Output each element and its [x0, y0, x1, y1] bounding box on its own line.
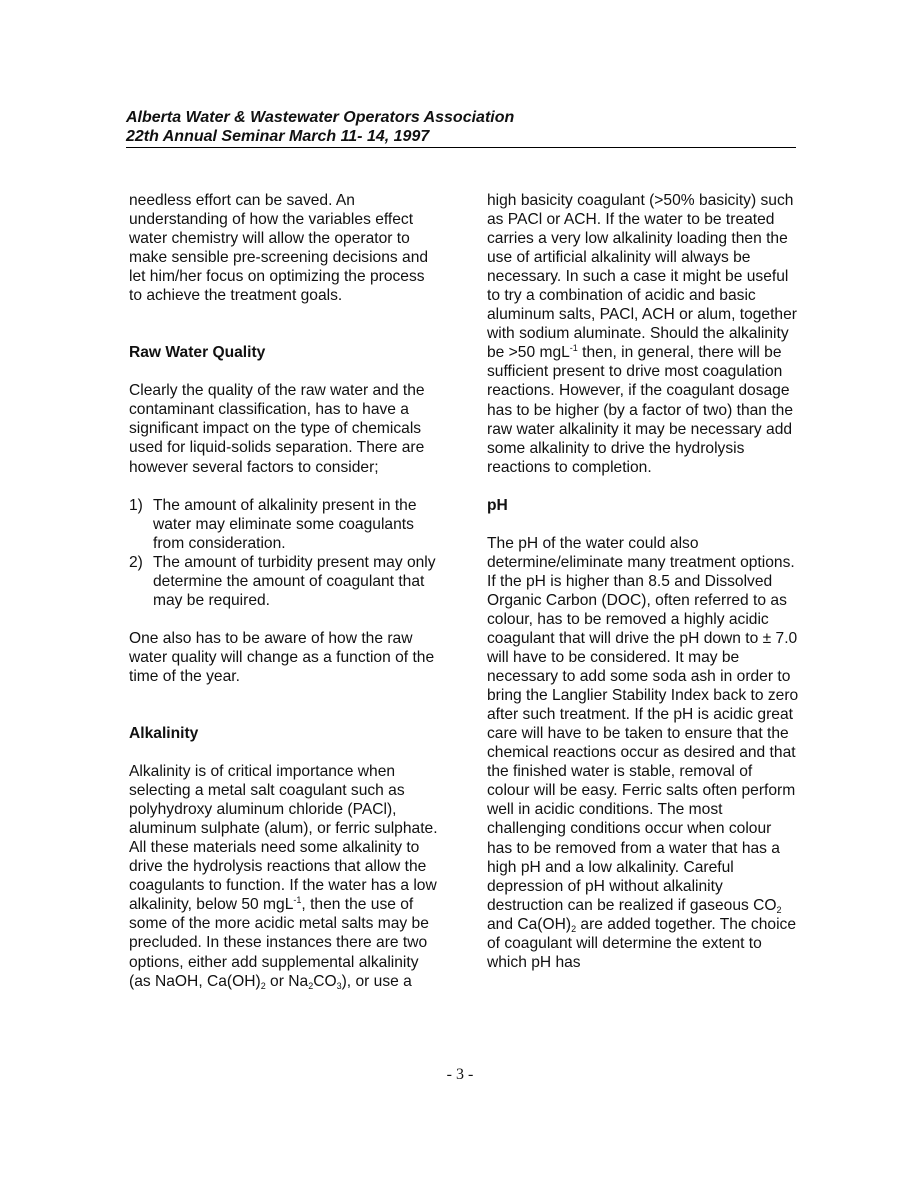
list-item-number: 1)	[129, 496, 143, 514]
list-item-text: The amount of alkalinity present in the water may eliminate some coagulants from consideration.	[153, 496, 417, 552]
ph-heading: pH	[487, 496, 508, 514]
alkalinity-continued-paragraph: high basicity coagulant (>50% basicity) such as PACl or ACH. If the water to be treated carries a very low alkalinity loading then the use of artificial alkalinity will always be necessary. In such a case it might be useful to try a combination of acidic and basic aluminum salts, PACl, ACH or alum, together with sodium aluminate. Should the alkalinity be >50 mgL$^{-1}$ then, in general, there will be sufficient present to drive most coagulation reactions. However, if the coagulant dosage has to be higher (by a factor of two) than the raw water alkalinity it may be necessary add some alkalinity to drive the hydrolysis reactions to completion.	[487, 192, 797, 476]
alkalinity-paragraph: Alkalinity is of critical importance when selecting a metal salt coagulant such as polyhydroxy aluminum chloride (PACl), aluminum sulphate (alum), or ferric sulphate. All these materials need some alkalinity to drive the hydrolysis reactions that allow the coagulants to function. If the water has a low alkalinity, below 50 mgL$^{-1}$, then the use of some of the more acidic metal salts may be precluded. In these instances there are two options, either add supplemental alkalinity (as NaOH, $Ca(OH)_2$ or $Na_2CO_3$), or use a	[129, 763, 438, 991]
page-header	[126, 108, 796, 146]
ph-paragraph: The pH of the water could also determine/eliminate many treatment options. If the pH is higher than 8.5 and Dissolved Organic Carbon (DOC), often referred to as colour, has to be removed a highly acidic coagulant that will drive the pH down to ± 7.0 will have to be considered. It may be necessary to add some soda ash in order to bring the Langlier Stability Index back to zero after such treatment. If the pH is acidic great care will have to be taken to ensure that the chemical reactions occur as desired and that the finished water is stable, removal of colour will be easy. Ferric salts often perform well in acidic conditions. The most challenging conditions occur when colour has to be removed from a water that has a high pH and a low alkalinity. Careful depression of pH without alkalinity destruction can be realized if gaseous $CO_2$ and $Ca(OH)_2$ are added together. The choice of coagulant will determine the extent to which pH has	[487, 534, 799, 971]
raw-water-paragraph-2: One also has to be aware of how the raw water quality will change as a function of the time of the year.	[129, 629, 435, 685]
factors-list	[129, 496, 441, 610]
page-number: - 3 -	[446, 1066, 474, 1083]
raw-water-quality-heading: Raw Water Quality	[129, 344, 266, 362]
header-rule	[126, 147, 796, 148]
list-item	[129, 496, 441, 553]
header-seminar: 22th Annual Seminar March 11- 14, 1997	[126, 128, 430, 145]
right-column	[487, 191, 799, 972]
intro-paragraph: needless effort can be saved. An understanding of how the variables effect water chemistry will allow the operator to make sensible pre-screening decisions and let him/her focus on optimizing the process to achieve the treatment goals.	[129, 192, 429, 305]
raw-water-paragraph-1: Clearly the quality of the raw water and the contaminant classification, has to have a significant impact on the type of chemicals used for liquid-solids separation. There are however several factors to consider;	[129, 382, 425, 476]
left-column	[129, 191, 441, 991]
list-item-text: The amount of turbidity present may only determine the amount of coagulant that may be required.	[153, 553, 436, 609]
list-item-number: 2)	[129, 553, 143, 571]
alkalinity-heading: Alkalinity	[129, 724, 199, 742]
list-item	[129, 553, 441, 610]
header-organization: Alberta Water & Wastewater Operators Association	[126, 109, 515, 126]
